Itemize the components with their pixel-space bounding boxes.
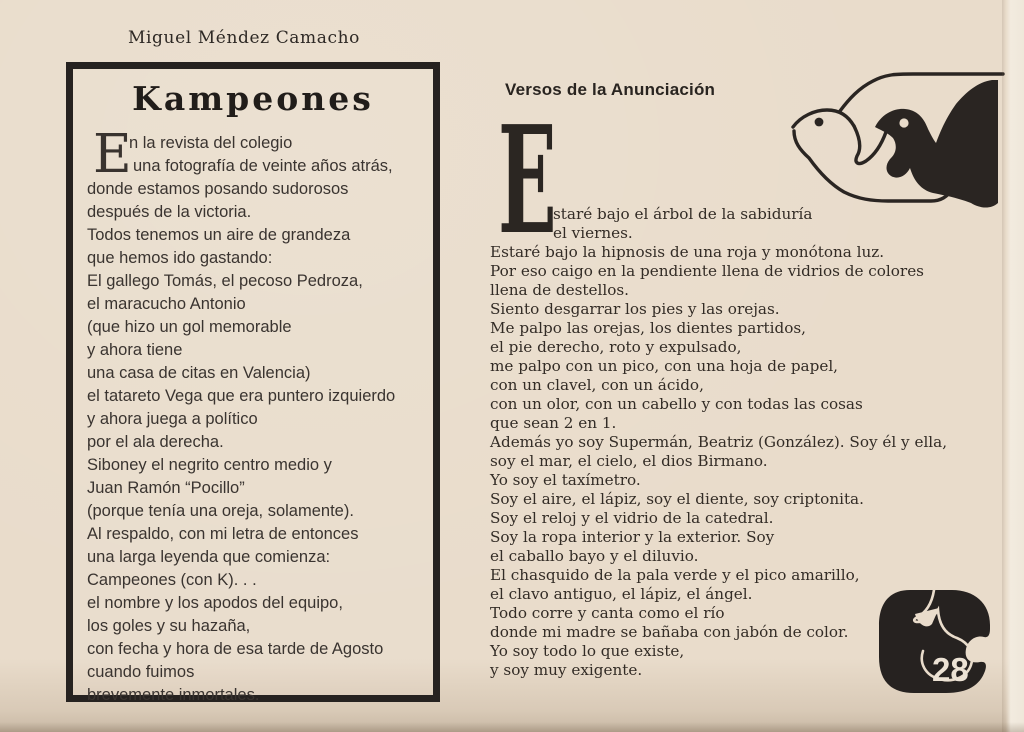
- poem-line: Estaré bajo la hipnosis de una roja y monótona luz.: [490, 243, 885, 261]
- poem-line: Siboney el negrito centro medio y: [87, 456, 332, 474]
- poem-line: (porque tenía una oreja, solamente).: [87, 502, 354, 520]
- author-name: Miguel Méndez Camacho: [128, 28, 360, 48]
- poem-line: el pie derecho, roto y expulsado,: [490, 338, 742, 356]
- poem-line: donde estamos posando sudorosos: [87, 180, 349, 198]
- left-poem-lines: [87, 178, 425, 707]
- dove-eye-icon: [815, 118, 824, 127]
- poem-line: el viernes.: [553, 224, 633, 242]
- poem-line: y ahora juega a político: [87, 410, 258, 428]
- poem-line: Soy el aire, el lápiz, soy el diente, soy criptonita.: [490, 490, 864, 508]
- poem-line: una larga leyenda que comienza:: [87, 548, 331, 566]
- poem-line: una casa de citas en Valencia): [87, 364, 311, 382]
- poem-line: Campeones (con K). . .: [87, 571, 257, 589]
- poem-line: staré bajo el árbol de la sabiduría: [553, 205, 813, 223]
- poem-line: los goles y su hazaña,: [87, 617, 251, 635]
- poem-line: me palpo con un pico, con una hoja de papel,: [490, 357, 839, 375]
- page-number: 28: [932, 651, 969, 688]
- poem-line: el tatareto Vega que era puntero izquierdo: [87, 387, 396, 405]
- poem-line: el maracucho Antonio: [87, 295, 246, 313]
- page-edge-bottom: [0, 722, 1024, 732]
- poem-line: Juan Ramón “Pocillo”: [87, 479, 245, 497]
- poem-line: cuando fuimos: [87, 663, 195, 681]
- poem-line: por el ala derecha.: [87, 433, 224, 451]
- page-edge-right: [1002, 0, 1024, 732]
- poem-line: llena de destellos.: [490, 281, 629, 299]
- doves-icon: [785, 55, 1013, 215]
- poem-line: una fotografía de veinte años atrás,: [133, 157, 393, 175]
- poem-line: soy el mar, el cielo, el dios Birmano.: [490, 452, 768, 470]
- poem-line: Yo soy el taxímetro.: [490, 471, 641, 489]
- page-number-badge: [874, 585, 996, 700]
- poem-line: el nombre y los apodos del equipo,: [87, 594, 343, 612]
- poem-line: El gallego Tomás, el pecoso Pedroza,: [87, 272, 363, 290]
- poem-line: Siento desgarrar los pies y las orejas.: [490, 300, 780, 318]
- poem-line: Soy el reloj y el vidrio de la catedral.: [490, 509, 774, 527]
- poem-line: Además yo soy Supermán, Beatriz (González). Soy él y ella,: [490, 433, 948, 451]
- poem-line: el caballo bayo y el diluvio.: [490, 547, 699, 565]
- poem-line: El chasquido de la pala verde y el pico amarillo,: [490, 566, 860, 584]
- poem-line: con un olor, con un cabello y con todas las cosas: [490, 395, 863, 413]
- poem-line: Todo corre y canta como el río: [490, 604, 725, 622]
- poem-line: que hemos ido gastando:: [87, 249, 273, 267]
- poem-line: que sean 2 en 1.: [490, 414, 617, 432]
- right-drop-cap: E: [498, 93, 557, 267]
- poem-line: Me palpo las orejas, los dientes partidos,: [490, 319, 807, 337]
- dove-eye-icon: [899, 118, 908, 127]
- left-poem-box: [66, 62, 440, 702]
- poem-line: Al respaldo, con mi letra de entonces: [87, 525, 359, 543]
- poem-line: Yo soy todo lo que existe,: [490, 642, 685, 660]
- poem-line: (que hizo un gol memorable: [87, 318, 292, 336]
- poem-line: con fecha y hora de esa tarde de Agosto: [87, 640, 384, 658]
- right-poem-title: Versos de la Anunciación: [505, 80, 716, 99]
- left-poem-body: [87, 124, 425, 707]
- poem-line: con un clavel, con un ácido,: [490, 376, 704, 394]
- poem-line: el clavo antiguo, el lápiz, el ángel.: [490, 585, 753, 603]
- poem-line: n la revista del colegio: [129, 134, 293, 152]
- poem-line: Todos tenemos un aire de grandeza: [87, 226, 351, 244]
- poem-line: y ahora tiene: [87, 341, 183, 359]
- poem-line: y soy muy exigente.: [490, 661, 643, 679]
- left-poem-title: Kampeones: [132, 79, 374, 118]
- poem-line: donde mi madre se bañaba con jabón de color.: [490, 623, 849, 641]
- poem-line: Soy la ropa interior y la exterior. Soy: [490, 528, 775, 546]
- poem-line: Por eso caigo en la pendiente llena de vidrios de colores: [490, 262, 924, 280]
- left-drop-cap: E: [93, 124, 132, 185]
- poem-line: brevemente inmortales.: [87, 686, 260, 704]
- poem-line: después de la victoria.: [87, 203, 252, 221]
